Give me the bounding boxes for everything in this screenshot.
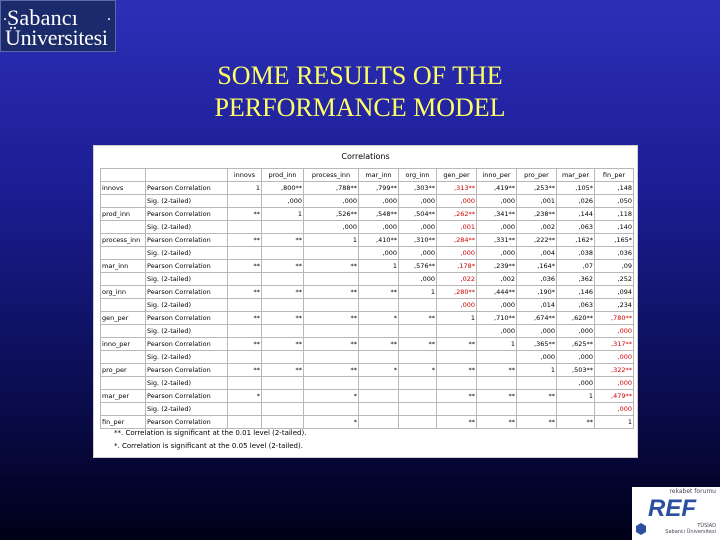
value-cell: **	[228, 364, 262, 377]
statistic-label-cell: Sig. (2-tailed)	[146, 195, 228, 208]
table-row	[101, 182, 634, 195]
value-cell: ,710**	[477, 312, 517, 325]
value-cell: *	[359, 364, 399, 377]
logo-line1: Sabancı	[7, 5, 79, 30]
ref-main-text: REF	[648, 495, 696, 522]
table-row	[101, 364, 634, 377]
value-cell	[228, 221, 262, 234]
value-cell: ,000	[262, 195, 304, 208]
statistic-label-cell: Sig. (2-tailed)	[146, 377, 228, 390]
table-row	[101, 234, 634, 247]
variable-name-cell: inno_per	[101, 338, 146, 351]
value-cell	[304, 377, 359, 390]
ref-sub-line1: TÜSİAD	[697, 523, 716, 529]
footnote-1: **. Correlation is significant at the 0.01 level (2-tailed).	[114, 429, 307, 437]
table-row	[101, 416, 634, 429]
value-cell: ,000	[399, 273, 437, 286]
value-cell: ,07	[557, 260, 595, 273]
value-cell: **	[399, 312, 437, 325]
value-cell	[399, 351, 437, 364]
value-cell: ,148	[595, 182, 634, 195]
value-cell: ,303**	[399, 182, 437, 195]
column-header	[101, 169, 146, 182]
value-cell: **	[304, 338, 359, 351]
value-cell	[304, 403, 359, 416]
table-row	[101, 351, 634, 364]
value-cell	[359, 273, 399, 286]
value-cell	[517, 377, 557, 390]
table-row	[101, 377, 634, 390]
value-cell: **	[359, 338, 399, 351]
value-cell: ,000	[477, 247, 517, 260]
value-cell: ,063	[557, 299, 595, 312]
value-cell: ,410**	[359, 234, 399, 247]
value-cell: ,526**	[304, 208, 359, 221]
column-header: prod_inn	[262, 169, 304, 182]
value-cell: **	[262, 234, 304, 247]
value-cell: **	[228, 338, 262, 351]
value-cell: ,280**	[437, 286, 477, 299]
value-cell: ,313**	[437, 182, 477, 195]
value-cell: ,000	[359, 247, 399, 260]
value-cell: ,014	[517, 299, 557, 312]
value-cell: ,000	[437, 195, 477, 208]
ref-sub-line2: Sabancı Üniversitesi	[665, 529, 716, 535]
variable-name-cell: mar_inn	[101, 260, 146, 273]
value-cell: ,503**	[557, 364, 595, 377]
value-cell	[517, 403, 557, 416]
value-cell: 1	[477, 338, 517, 351]
value-cell: ,022	[437, 273, 477, 286]
value-cell	[304, 273, 359, 286]
statistic-label-cell: Sig. (2-tailed)	[146, 325, 228, 338]
value-cell	[359, 351, 399, 364]
statistic-label-cell: Pearson Correlation	[146, 390, 228, 403]
value-cell: ,000	[557, 325, 595, 338]
value-cell: ,146	[557, 286, 595, 299]
value-cell: ,026	[557, 195, 595, 208]
table-row	[101, 247, 634, 260]
value-cell: **	[477, 416, 517, 429]
value-cell: **	[437, 338, 477, 351]
value-cell: ,284**	[437, 234, 477, 247]
value-cell	[399, 377, 437, 390]
value-cell	[228, 273, 262, 286]
variable-name-cell	[101, 195, 146, 208]
value-cell: ,09	[595, 260, 634, 273]
value-cell	[359, 403, 399, 416]
logo-line2: Üniversitesi	[5, 25, 108, 50]
value-cell	[359, 390, 399, 403]
column-header: mar_inn	[359, 169, 399, 182]
value-cell: **	[228, 286, 262, 299]
value-cell	[304, 351, 359, 364]
value-cell	[262, 247, 304, 260]
statistic-label-cell: Pearson Correlation	[146, 364, 228, 377]
value-cell	[228, 325, 262, 338]
column-header: fin_per	[595, 169, 634, 182]
variable-name-cell: prod_inn	[101, 208, 146, 221]
value-cell	[557, 403, 595, 416]
column-header	[146, 169, 228, 182]
value-cell: ,000	[477, 299, 517, 312]
value-cell: ,444**	[477, 286, 517, 299]
value-cell: ,162*	[557, 234, 595, 247]
value-cell: ,362	[557, 273, 595, 286]
value-cell: 1	[359, 260, 399, 273]
value-cell: ,164*	[517, 260, 557, 273]
logo-dot-left: .	[3, 7, 7, 24]
value-cell: ,234	[595, 299, 634, 312]
footnote-2: *. Correlation is significant at the 0.05 level (2-tailed).	[114, 442, 303, 450]
variable-name-cell	[101, 325, 146, 338]
column-header: org_inn	[399, 169, 437, 182]
value-cell: ,178*	[437, 260, 477, 273]
value-cell: ,094	[595, 286, 634, 299]
value-cell	[304, 325, 359, 338]
ref-logo	[632, 487, 720, 540]
table-row	[101, 325, 634, 338]
statistic-label-cell: Pearson Correlation	[146, 312, 228, 325]
value-cell: **	[262, 312, 304, 325]
value-cell: ,000	[595, 351, 634, 364]
value-cell	[304, 247, 359, 260]
value-cell: ,576**	[399, 260, 437, 273]
value-cell	[228, 247, 262, 260]
value-cell: ,780**	[595, 312, 634, 325]
value-cell	[437, 351, 477, 364]
statistic-label-cell: Pearson Correlation	[146, 208, 228, 221]
table-row	[101, 286, 634, 299]
sabanci-logo	[0, 0, 116, 52]
column-header: process_inn	[304, 169, 359, 182]
value-cell: **	[262, 364, 304, 377]
value-cell: ,000	[399, 221, 437, 234]
statistic-label-cell: Sig. (2-tailed)	[146, 221, 228, 234]
value-cell	[477, 403, 517, 416]
value-cell	[359, 377, 399, 390]
value-cell: ,000	[517, 351, 557, 364]
value-cell	[359, 416, 399, 429]
column-header: innovs	[228, 169, 262, 182]
variable-name-cell: org_inn	[101, 286, 146, 299]
value-cell: 1	[262, 208, 304, 221]
variable-name-cell	[101, 273, 146, 286]
value-cell: **	[228, 260, 262, 273]
statistic-label-cell: Pearson Correlation	[146, 416, 228, 429]
value-cell	[262, 351, 304, 364]
variable-name-cell	[101, 403, 146, 416]
value-cell: ,000	[477, 195, 517, 208]
value-cell: ,000	[399, 195, 437, 208]
value-cell: ,002	[477, 273, 517, 286]
value-cell	[262, 273, 304, 286]
value-cell	[477, 351, 517, 364]
value-cell: **	[262, 338, 304, 351]
value-cell: ,000	[595, 325, 634, 338]
value-cell: ,050	[595, 195, 634, 208]
value-cell: ,331**	[477, 234, 517, 247]
value-cell	[262, 377, 304, 390]
table-row	[101, 338, 634, 351]
value-cell: ,000	[437, 299, 477, 312]
variable-name-cell: gen_per	[101, 312, 146, 325]
value-cell: ,000	[359, 221, 399, 234]
table-title: Correlations	[341, 152, 390, 161]
value-cell: ,222**	[517, 234, 557, 247]
value-cell: **	[262, 260, 304, 273]
value-cell	[399, 390, 437, 403]
table-row	[101, 390, 634, 403]
value-cell: *	[228, 390, 262, 403]
value-cell	[437, 403, 477, 416]
variable-name-cell: innovs	[101, 182, 146, 195]
value-cell: ,341**	[477, 208, 517, 221]
value-cell: *	[399, 364, 437, 377]
table-row	[101, 403, 634, 416]
value-cell: ,479**	[595, 390, 634, 403]
correlations-panel	[93, 145, 638, 458]
value-cell	[399, 325, 437, 338]
variable-name-cell: pro_per	[101, 364, 146, 377]
value-cell: **	[304, 286, 359, 299]
value-cell: ,000	[304, 195, 359, 208]
value-cell: ,036	[595, 247, 634, 260]
value-cell: ,000	[517, 325, 557, 338]
value-cell: **	[304, 260, 359, 273]
value-cell: ,322**	[595, 364, 634, 377]
table-row	[101, 195, 634, 208]
table-row	[101, 273, 634, 286]
value-cell	[304, 299, 359, 312]
value-cell	[228, 416, 262, 429]
value-cell: ,000	[595, 377, 634, 390]
variable-name-cell	[101, 247, 146, 260]
value-cell: ,000	[557, 377, 595, 390]
value-cell	[437, 325, 477, 338]
value-cell	[228, 299, 262, 312]
value-cell	[399, 299, 437, 312]
table-row	[101, 208, 634, 221]
value-cell: ,140	[595, 221, 634, 234]
value-cell: ,000	[399, 247, 437, 260]
value-cell	[228, 377, 262, 390]
title-line1: SOME RESULTS OF THE	[217, 61, 503, 90]
variable-name-cell: process_inn	[101, 234, 146, 247]
value-cell: ,620**	[557, 312, 595, 325]
value-cell	[399, 416, 437, 429]
value-cell	[262, 390, 304, 403]
ref-top-text: rekabet forumu	[669, 488, 716, 495]
statistic-label-cell: Pearson Correlation	[146, 234, 228, 247]
variable-name-cell: fin_per	[101, 416, 146, 429]
value-cell	[262, 403, 304, 416]
statistic-label-cell: Sig. (2-tailed)	[146, 403, 228, 416]
value-cell: **	[517, 390, 557, 403]
variable-name-cell	[101, 351, 146, 364]
value-cell: **	[517, 416, 557, 429]
statistic-label-cell: Pearson Correlation	[146, 182, 228, 195]
logo-dot-right: .	[107, 7, 111, 24]
value-cell: ,190*	[517, 286, 557, 299]
value-cell: ,002	[517, 221, 557, 234]
value-cell	[228, 351, 262, 364]
value-cell: ,000	[557, 351, 595, 364]
value-cell: **	[304, 364, 359, 377]
value-cell: 1	[437, 312, 477, 325]
value-cell: ,000	[477, 221, 517, 234]
value-cell	[262, 416, 304, 429]
table-row	[101, 260, 634, 273]
value-cell: **	[437, 416, 477, 429]
value-cell: ,165*	[595, 234, 634, 247]
value-cell: ,262**	[437, 208, 477, 221]
table-body	[101, 182, 634, 429]
value-cell: **	[477, 390, 517, 403]
column-header: gen_per	[437, 169, 477, 182]
statistic-label-cell: Sig. (2-tailed)	[146, 299, 228, 312]
table-row	[101, 312, 634, 325]
value-cell: **	[228, 234, 262, 247]
value-cell: ,239**	[477, 260, 517, 273]
value-cell: 1	[595, 416, 634, 429]
slide-title	[0, 60, 720, 124]
column-header: inno_per	[477, 169, 517, 182]
value-cell: ,317**	[595, 338, 634, 351]
value-cell: ,004	[517, 247, 557, 260]
statistic-label-cell: Pearson Correlation	[146, 338, 228, 351]
value-cell: ,063	[557, 221, 595, 234]
value-cell: ,038	[557, 247, 595, 260]
value-cell: ,105*	[557, 182, 595, 195]
value-cell: **	[228, 312, 262, 325]
value-cell: ,036	[517, 273, 557, 286]
value-cell: ,800**	[262, 182, 304, 195]
value-cell: ,000	[595, 403, 634, 416]
value-cell: ,144	[557, 208, 595, 221]
value-cell: ,788**	[304, 182, 359, 195]
value-cell: ,118	[595, 208, 634, 221]
value-cell	[477, 377, 517, 390]
value-cell: 1	[557, 390, 595, 403]
value-cell: ,674**	[517, 312, 557, 325]
statistic-label-cell: Sig. (2-tailed)	[146, 351, 228, 364]
value-cell: ,000	[304, 221, 359, 234]
value-cell: ,001	[437, 221, 477, 234]
value-cell: **	[399, 338, 437, 351]
value-cell: 1	[228, 182, 262, 195]
column-header: pro_per	[517, 169, 557, 182]
header-row	[101, 169, 634, 182]
value-cell: *	[359, 312, 399, 325]
value-cell	[399, 403, 437, 416]
value-cell	[262, 325, 304, 338]
value-cell: **	[228, 208, 262, 221]
variable-name-cell	[101, 221, 146, 234]
variable-name-cell	[101, 377, 146, 390]
value-cell: ,365**	[517, 338, 557, 351]
value-cell: ,799**	[359, 182, 399, 195]
value-cell: **	[304, 312, 359, 325]
value-cell: **	[477, 364, 517, 377]
value-cell	[359, 325, 399, 338]
value-cell: ,625**	[557, 338, 595, 351]
value-cell: ,238**	[517, 208, 557, 221]
value-cell	[228, 195, 262, 208]
table-row	[101, 221, 634, 234]
value-cell: 1	[517, 364, 557, 377]
value-cell: ,000	[437, 247, 477, 260]
value-cell: ,000	[359, 195, 399, 208]
value-cell: ,001	[517, 195, 557, 208]
value-cell: ,419**	[477, 182, 517, 195]
title-line2: PERFORMANCE MODEL	[214, 93, 506, 122]
value-cell: **	[359, 286, 399, 299]
value-cell: ,253**	[517, 182, 557, 195]
statistic-label-cell: Pearson Correlation	[146, 260, 228, 273]
statistic-label-cell: Sig. (2-tailed)	[146, 273, 228, 286]
value-cell	[262, 221, 304, 234]
variable-name-cell	[101, 299, 146, 312]
value-cell: **	[437, 364, 477, 377]
correlations-table	[100, 168, 634, 429]
statistic-label-cell: Pearson Correlation	[146, 286, 228, 299]
value-cell	[437, 377, 477, 390]
value-cell: ,504**	[399, 208, 437, 221]
value-cell	[228, 403, 262, 416]
value-cell: 1	[304, 234, 359, 247]
ref-sub-text	[665, 523, 716, 535]
value-cell: **	[557, 416, 595, 429]
value-cell: 1	[399, 286, 437, 299]
value-cell: ,000	[477, 325, 517, 338]
value-cell: **	[262, 286, 304, 299]
table-row	[101, 299, 634, 312]
university-emblem-icon	[636, 523, 646, 535]
variable-name-cell: mar_per	[101, 390, 146, 403]
value-cell: **	[437, 390, 477, 403]
value-cell: ,310**	[399, 234, 437, 247]
value-cell	[359, 299, 399, 312]
value-cell: *	[304, 390, 359, 403]
value-cell: ,252	[595, 273, 634, 286]
value-cell: ,548**	[359, 208, 399, 221]
statistic-label-cell: Sig. (2-tailed)	[146, 247, 228, 260]
value-cell	[262, 299, 304, 312]
column-header: mar_per	[557, 169, 595, 182]
value-cell: *	[304, 416, 359, 429]
